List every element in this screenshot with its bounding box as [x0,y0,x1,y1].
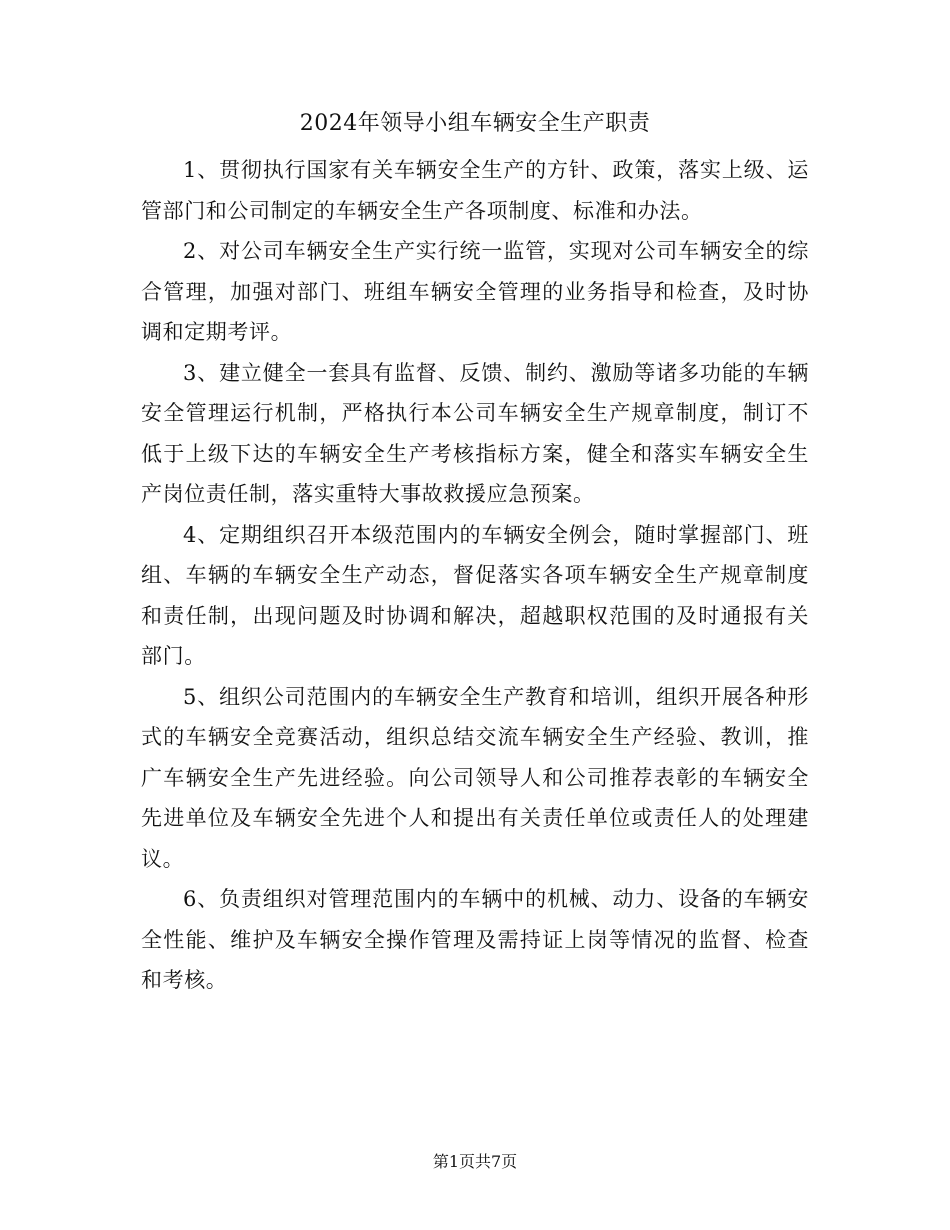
page-number-footer: 第1页共7页 [432,1152,518,1171]
paragraph-6: 6、负责组织对管理范围内的车辆中的机械、动力、设备的车辆安全性能、维护及车辆安全操作管理及需持证上岗等情况的监督、检查和考核。 [141,887,809,992]
paragraph-2: 2、对公司车辆安全生产实行统一监管，实现对公司车辆安全的综合管理，加强对部门、班组车辆安全管理的业务指导和检查，及时协调和定期考评。 [141,239,809,344]
paragraph-5: 5、组织公司范围内的车辆安全生产教育和培训，组织开展各种形式的车辆安全竞赛活动，组织总结交流车辆安全生产经验、教训，推广车辆安全生产先进经验。向公司领导人和公司推荐表彰的车辆安全先进单位及车辆安全先进个人和提出有关责任单位或责任人的处理建议。 [141,684,809,871]
paragraph-4: 4、定期组织召开本级范围内的车辆安全例会，随时掌握部门、班组、车辆的车辆安全生产动态，督促落实各项车辆安全生产规章制度和责任制，出现问题及时协调和解决，超越职权范围的及时通报有关部门。 [141,522,809,668]
paragraph-1: 1、贯彻执行国家有关车辆安全生产的方针、政策，落实上级、运管部门和公司制定的车辆安全生产各项制度、标准和办法。 [141,158,809,223]
document-body [141,150,809,1001]
paragraph-3: 3、建立健全一套具有监督、反馈、制约、激励等诸多功能的车辆安全管理运行机制，严格执行本公司车辆安全生产规章制度，制订不低于上级下达的车辆安全生产考核指标方案，健全和落实车辆安全生产岗位责任制，落实重特大事故救援应急预案。 [141,360,809,506]
document-title: 2024年领导小组车辆安全生产职责 [299,111,651,136]
